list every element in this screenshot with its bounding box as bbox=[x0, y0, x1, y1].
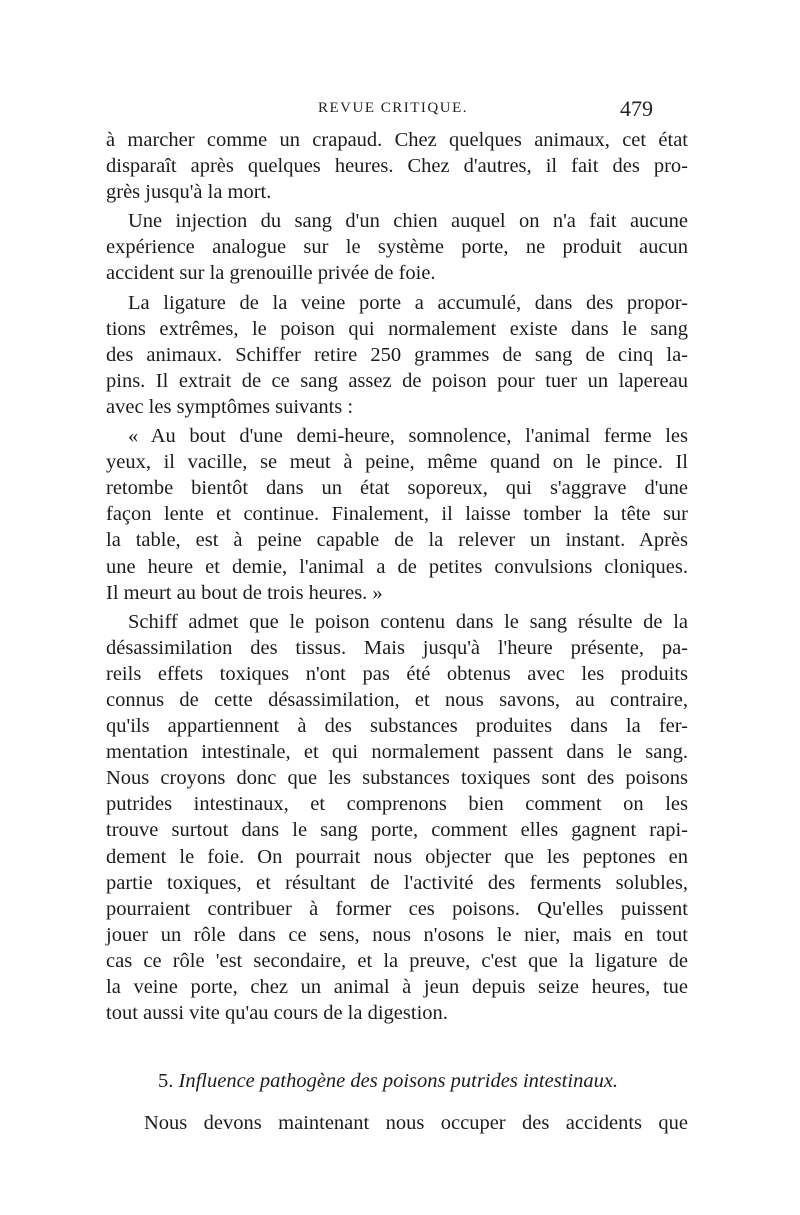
text-line: Nous croyons donc que les substances toxiques sont des poisons bbox=[106, 767, 688, 790]
text-line: Il meurt au bout de trois heures. » bbox=[106, 581, 383, 604]
text-line: expérience analogue sur le système porte, ne produit aucun bbox=[106, 236, 688, 259]
text-line: pins. Il extrait de ce sang assez de poison pour tuer un lapereau bbox=[106, 369, 688, 392]
text-line: une heure et demie, l'animal a de petites convulsions cloniques. bbox=[106, 555, 688, 578]
text-line: des animaux. Schiffer retire 250 grammes de sang de cinq la- bbox=[106, 343, 688, 366]
text-line: façon lente et continue. Finalement, il laisse tomber la tête sur bbox=[106, 503, 688, 526]
text-line: qu'ils appartiennent à des substances produites dans la fer- bbox=[106, 715, 688, 738]
text-line: pourraient contribuer à former ces poisons. Qu'elles puissent bbox=[106, 897, 688, 920]
text-line: la table, est à peine capable de la relever un instant. Après bbox=[106, 529, 688, 552]
text-line: avec les symptômes suivants : bbox=[106, 395, 354, 418]
text-line: mentation intestinale, et qui normalement passent dans le sang. bbox=[106, 741, 688, 764]
text-line: connus de cette désassimilation, et nous savons, au contraire, bbox=[106, 688, 688, 711]
text-line: cas ce rôle 'est secondaire, et la preuve, c'est que la ligature de bbox=[106, 949, 688, 972]
page-number: 479 bbox=[620, 96, 653, 121]
text-line: putrides intestinaux, et comprenons bien comment on les bbox=[106, 793, 688, 816]
section-title: Influence pathogène des poisons putrides intestinaux. bbox=[178, 1070, 619, 1092]
text-line: retombe bientôt dans un état soporeux, qui s'aggrave d'une bbox=[106, 477, 688, 500]
text-line: dement le foie. On pourrait nous objecter que les peptones en bbox=[106, 845, 688, 868]
text-line: grès jusqu'à la mort. bbox=[106, 181, 272, 204]
running-head bbox=[0, 96, 800, 124]
running-title: REVUE CRITIQUE. bbox=[318, 100, 468, 116]
text-line: la veine porte, chez un animal à jeun depuis seize heures, tue bbox=[106, 976, 688, 998]
text-line: reils effets toxiques n'ont pas été obtenus avec les produits bbox=[106, 662, 688, 685]
text-line: « Au bout d'une demi-heure, somnolence, l'animal ferme les bbox=[128, 425, 688, 448]
text-line: disparaît après quelques heures. Chez d'autres, il fait des pro‑ bbox=[106, 155, 688, 178]
text-line: désassimilation des tissus. Mais jusqu'à l'heure présente, pa- bbox=[106, 636, 688, 659]
text-line: tions extrêmes, le poison qui normalement existe dans le sang bbox=[106, 317, 688, 340]
text-line: à marcher comme un crapaud. Chez quelques animaux, cet état bbox=[106, 129, 688, 151]
text-line: jouer un rôle dans ce sens, nous n'osons le nier, mais en tout bbox=[106, 923, 688, 946]
text-line: partie toxiques, et résultant de l'activité des ferments solubles, bbox=[106, 871, 688, 894]
text-line: Une injection du sang d'un chien auquel on n'a fait aucune bbox=[128, 210, 688, 233]
text-line: yeux, il vacille, se meut à peine, même quand on le pince. Il bbox=[106, 451, 688, 474]
text-line: tout aussi vite qu'au cours de la digestion. bbox=[106, 1002, 448, 1025]
text-line: trouve surtout dans le sang porte, comment elles gagnent rapi- bbox=[106, 819, 688, 842]
text-line: La ligature de la veine porte a accumulé, dans des propor- bbox=[128, 291, 688, 314]
text-line: accident sur la grenouille privée de foie. bbox=[106, 262, 436, 285]
text-line: Schiff admet que le poison contenu dans le sang résulte de la bbox=[128, 610, 688, 633]
body-text bbox=[106, 127, 688, 1026]
section-number: 5. bbox=[158, 1070, 174, 1092]
section-heading bbox=[158, 1070, 618, 1093]
continuation-line: Nous devons maintenant nous occuper des accidents que bbox=[144, 1112, 688, 1134]
